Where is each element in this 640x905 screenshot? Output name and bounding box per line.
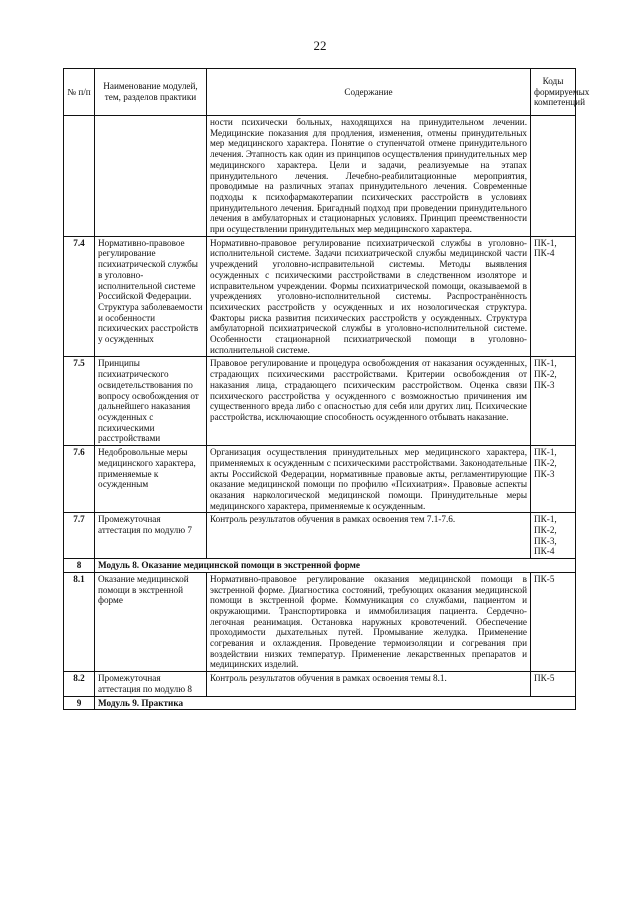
table-row (64, 236, 576, 357)
header-num: № п/п (64, 69, 95, 116)
table-row (64, 446, 576, 513)
module-8-title: Модуль 8. Оказание медицинской помощи в экстренной форме (95, 559, 576, 573)
row-codes: ПК-5 (531, 672, 576, 696)
row-codes: ПК-1, ПК-2, ПК-3 (531, 357, 576, 446)
table-row (64, 357, 576, 446)
table-row (64, 513, 576, 559)
row-codes: ПК-1, ПК-2, ПК-3 (531, 446, 576, 513)
row-name (95, 116, 207, 237)
header-content: Содержание (207, 69, 531, 116)
row-content: ности психически больных, находящихся на принудительном лечении. Медицинские показания для продления, изменения, отмены принудительных мер медицинского характера. Понятие о ступенчатой отмене принудительного лечения. Этапность как один из принципов осуществления принудительных мер медицинского характера. Цели и задачи, реализуемые на этапах принудительного лечения. Лечебно-реабилитационные мероприятия, проводимые на различных этапах принудительного лечения. Современные подходы к психофармакотерапии психических расстройств в условиях принудительного лечения. Бригадный подход при проведении принудительного лечения в амбулаторных и стационарных условиях. Принцип преемственности при осуществлении принудительных мер медицинского характера. (207, 116, 531, 237)
table-row (64, 572, 576, 671)
header-name: Наименование модулей, тем, разделов практики (95, 69, 207, 116)
header-codes: Коды формируемых компетенций (531, 69, 576, 116)
row-codes (531, 116, 576, 237)
module-9-num: 9 (64, 696, 95, 710)
row-num: 8.2 (64, 672, 95, 696)
module-9-title: Модуль 9. Практика (95, 696, 576, 710)
row-content: Контроль результатов обучения в рамках освоения тем 7.1-7.6. (207, 513, 531, 559)
row-content: Нормативно-правовое регулирование психиатрической службы в уголовно-исполнительной системе. Задачи психиатрической службы медицинской части учреждений уголовно-исправительной системы. Методы выявления осужденных с психическими расстройствами в следственном изоляторе и исправительном учреждении. Формы психиатрической помощи, оказываемой в учреждениях уголовно-исполнительной системы. Распространённость психических расстройств у осужденных и их нозологическая структура. Факторы риска развития психических расстройств у осужденных. Структура амбулаторной психиатрической службы в уголовно-исполнительной системе. Особенности стационарной психиатрической помощи в уголовно-исполнительной системе. (207, 236, 531, 357)
row-num: 8.1 (64, 572, 95, 671)
row-name: Промежуточная аттестация по модулю 7 (95, 513, 207, 559)
row-num (64, 116, 95, 237)
row-num: 7.4 (64, 236, 95, 357)
module-8-header-row (64, 559, 576, 573)
table-row (64, 672, 576, 696)
row-codes: ПК-1, ПК-2, ПК-3, ПК-4 (531, 513, 576, 559)
row-name: Промежуточная аттестация по модулю 8 (95, 672, 207, 696)
row-codes: ПК-5 (531, 572, 576, 671)
module-8-num: 8 (64, 559, 95, 573)
row-num: 7.6 (64, 446, 95, 513)
row-content: Правовое регулирование и процедура освобождения от наказания осужденных, страдающих психическими расстройствами. Критерии освобождения от наказания лица, страдающего психическим расстройством. Оценка связи психического расстройства у осужденного с возможностью причинения им существенного вреда либо с опасностью для себя или других лиц. Психические расстройства, исключающие способность осужденного отбывать наказание. (207, 357, 531, 446)
module-9-header-row (64, 696, 576, 710)
row-name: Оказание медицинской помощи в экстренной форме (95, 572, 207, 671)
page-number: 22 (313, 38, 327, 53)
row-content: Нормативно-правовое регулирование оказания медицинской помощи в экстренной форме. Диагностика состояний, требующих оказания медицинской помощи в экстренной форме. Коммуникация со службами, пациентом и окружающими. Транспортировка и иммобилизация пациента. Сердечно-легочная реанимация. Остановка наружных кровотечений. Обеспечение проходимости дыхательных путей. Промывание желудка. Применение согревания и охлаждения. Проведение термоизоляции и согревания при воздействии низких температур. Применение лекарственных препаратов и медицинских изделий. (207, 572, 531, 671)
curriculum-table (63, 68, 590, 710)
table-row (64, 116, 576, 237)
row-content: Организация осуществления принудительных мер медицинского характера, применяемых к осужденным с психическими расстройствами. Законодательные акты Российской Федерации, нормативные правовые акты, регламентирующие оказание медицинской помощи по профилю «Психиатрия». Правовые аспекты оказания наркологической медицинской помощи. Принудительные меры медицинского характера, применяемые к осужденным. (207, 446, 531, 513)
row-name: Нормативно-правовое регулирование психиатрической службы в уголовно-исполнительной системе Российской Федерации. Структура заболеваемости и особенности психических расстройств у осужденных (95, 236, 207, 357)
row-codes: ПК-1, ПК-4 (531, 236, 576, 357)
row-num: 7.7 (64, 513, 95, 559)
row-name: Принципы психиатрического освидетельствования по вопросу освобождения от дальнейшего наказания осужденных с психическими расстройствами (95, 357, 207, 446)
row-num: 7.5 (64, 357, 95, 446)
row-content: Контроль результатов обучения в рамках освоения темы 8.1. (207, 672, 531, 696)
table-header-row (64, 69, 576, 116)
row-name: Недобровольные меры медицинского характера, применяемые к осужденным (95, 446, 207, 513)
